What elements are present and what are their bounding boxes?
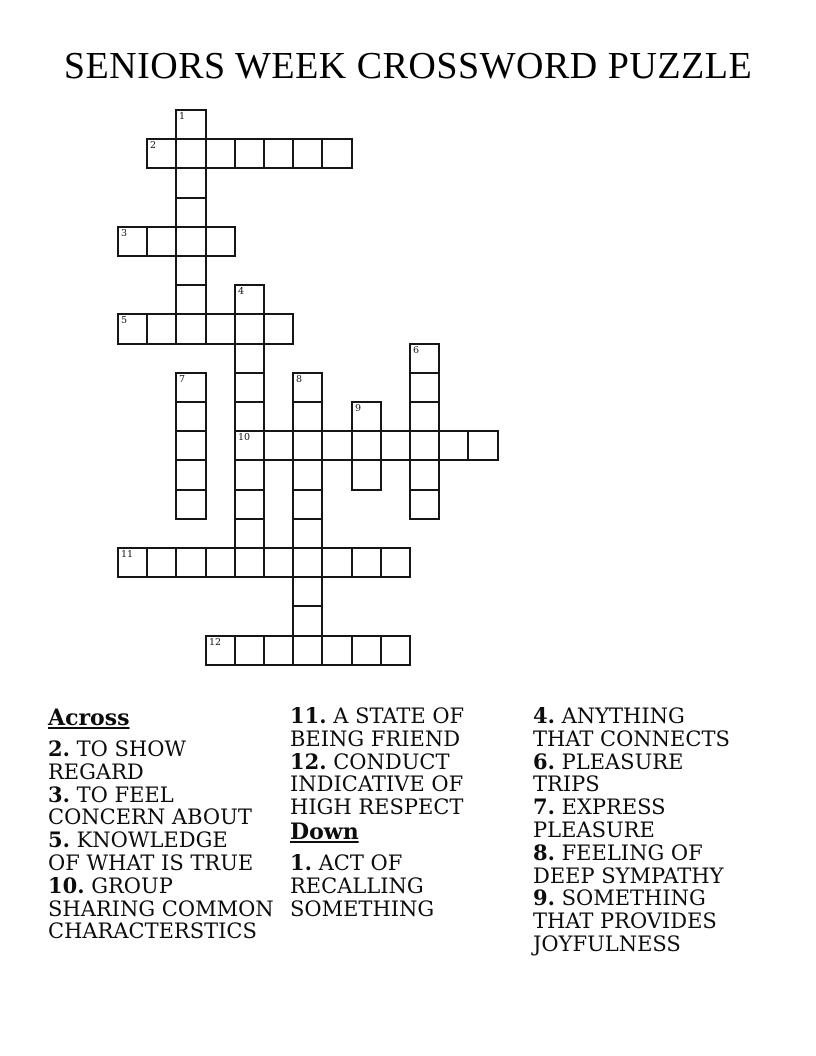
grid-cell[interactable] <box>234 284 265 315</box>
clue-number: 9. <box>533 885 555 911</box>
grid-cell[interactable] <box>292 401 323 432</box>
puzzle-title: SENIORS WEEK CROSSWORD PUZZLE <box>63 45 753 87</box>
cell-number: 10 <box>238 432 251 443</box>
grid-cell[interactable] <box>292 459 323 491</box>
grid-cell[interactable] <box>292 518 323 549</box>
cell-number: 2 <box>150 140 157 151</box>
grid-cell[interactable] <box>175 226 207 257</box>
grid-cell[interactable] <box>146 547 177 578</box>
grid-cell[interactable] <box>234 372 265 403</box>
clue-line: REGARD <box>48 759 144 784</box>
grid-cell[interactable] <box>409 343 440 374</box>
grid-cell[interactable] <box>438 430 469 461</box>
clue-number: 2. <box>48 736 70 761</box>
grid-cell[interactable] <box>292 635 323 666</box>
grid-cell[interactable] <box>205 313 236 345</box>
clue-4 <box>533 705 763 751</box>
grid-cell[interactable] <box>175 109 207 140</box>
clue-8 <box>533 839 763 888</box>
grid-cell[interactable] <box>175 430 207 461</box>
cell-number: 1 <box>179 111 186 122</box>
clue-line: 3. TO FEEL <box>48 781 174 807</box>
grid-cell[interactable] <box>234 430 265 461</box>
grid-cell[interactable] <box>146 226 177 257</box>
clue-line: TRIPS <box>533 772 600 797</box>
grid-cell[interactable] <box>409 372 440 403</box>
grid-cell[interactable] <box>146 313 177 345</box>
clue-line: 7. EXPRESS <box>533 794 666 820</box>
clue-number: 3. <box>48 781 70 807</box>
cell-number: 5 <box>121 315 128 326</box>
grid-cell[interactable] <box>351 459 382 491</box>
clue-line: CONCERN ABOUT <box>48 805 252 830</box>
clue-11 <box>290 705 528 751</box>
grid-cell[interactable] <box>380 635 411 666</box>
clue-line: 9. SOMETHING <box>533 885 706 911</box>
grid-cell[interactable] <box>234 518 265 549</box>
grid-cell[interactable] <box>380 430 411 461</box>
grid-cell[interactable] <box>467 430 499 461</box>
grid-cell[interactable] <box>234 459 265 491</box>
clues-column-3 <box>533 705 763 956</box>
grid-cell[interactable] <box>321 430 353 461</box>
clue-3 <box>48 781 288 830</box>
clue-line: 4. ANYTHING <box>533 703 685 728</box>
grid-cell[interactable] <box>263 430 294 461</box>
clue-number: 4. <box>533 703 555 728</box>
clue-line: 11. A STATE OF <box>290 703 465 728</box>
clue-line: JOYFULNESS <box>533 931 681 956</box>
grid-cell[interactable] <box>263 313 294 345</box>
clue-line: RECALLING <box>290 873 424 898</box>
cell-number: 3 <box>121 228 128 239</box>
clue-line: PLEASURE <box>533 817 655 842</box>
grid-cell[interactable] <box>409 430 440 461</box>
grid-cell[interactable] <box>205 226 236 257</box>
grid-cell[interactable] <box>175 197 207 228</box>
grid-cell[interactable] <box>175 284 207 315</box>
grid-cell[interactable] <box>321 138 353 169</box>
clue-line: SHARING COMMON <box>48 896 274 921</box>
clue-line: BEING FRIEND <box>290 726 461 751</box>
grid-cell[interactable] <box>292 138 323 169</box>
clue-number: 11. <box>290 703 327 728</box>
cell-number: 9 <box>355 403 362 414</box>
grid-cell[interactable] <box>292 489 323 520</box>
grid-cell[interactable] <box>292 430 323 461</box>
grid-cell[interactable] <box>175 138 207 169</box>
clue-1 <box>290 849 528 921</box>
clues-column-2 <box>290 705 528 920</box>
clue-line: DEEP SYMPATHY <box>533 863 724 888</box>
cell-number: 11 <box>121 549 134 560</box>
clue-number: 10. <box>48 872 85 898</box>
cell-number: 7 <box>179 374 186 385</box>
clue-line: THAT PROVIDES <box>533 909 717 934</box>
grid-cell[interactable] <box>234 547 265 578</box>
grid-cell[interactable] <box>263 138 294 169</box>
clue-line: 5. KNOWLEDGE <box>48 827 228 853</box>
grid-cell[interactable] <box>292 372 323 403</box>
cell-number: 12 <box>209 637 222 648</box>
grid-cell[interactable] <box>175 255 207 286</box>
clue-line: 6. PLEASURE <box>533 748 684 774</box>
grid-cell[interactable] <box>175 167 207 199</box>
clue-number: 5. <box>48 827 70 853</box>
cell-number: 4 <box>238 286 245 297</box>
grid-cell[interactable] <box>117 226 148 257</box>
grid-cell[interactable] <box>146 138 177 169</box>
grid-cell[interactable] <box>234 343 265 374</box>
grid-cell[interactable] <box>380 547 411 578</box>
grid-cell[interactable] <box>175 372 207 403</box>
clue-2 <box>48 738 288 784</box>
grid-cell[interactable] <box>292 547 323 578</box>
grid-cell[interactable] <box>175 547 207 578</box>
grid-cell[interactable] <box>205 635 236 666</box>
grid-cell[interactable] <box>409 489 440 520</box>
clue-line: OF WHAT IS TRUE <box>48 850 254 875</box>
clue-number: 8. <box>533 839 555 865</box>
grid-cell[interactable] <box>175 459 207 491</box>
clue-number: 1. <box>290 849 312 875</box>
clue-line: 2. TO SHOW <box>48 736 187 761</box>
grid-cell[interactable] <box>351 430 382 461</box>
grid-cell[interactable] <box>117 313 148 345</box>
grid-cell[interactable] <box>205 138 236 169</box>
clue-12 <box>290 748 528 820</box>
grid-cell[interactable] <box>175 401 207 432</box>
clue-6 <box>533 748 763 797</box>
grid-cell[interactable] <box>351 635 382 666</box>
clue-number: 7. <box>533 794 555 820</box>
down-heading: Down <box>290 818 359 845</box>
grid-cell[interactable] <box>351 401 382 432</box>
grid-cell[interactable] <box>409 459 440 491</box>
across-heading: Across <box>48 705 130 731</box>
clue-line: HIGH RESPECT <box>290 795 464 820</box>
clue-9 <box>533 887 763 955</box>
grid-cell[interactable] <box>409 401 440 432</box>
cell-number: 8 <box>296 374 303 385</box>
clue-line: INDICATIVE OF <box>290 772 464 797</box>
grid-cell[interactable] <box>117 547 148 578</box>
grid-cell[interactable] <box>234 401 265 432</box>
grid-cell[interactable] <box>292 576 323 607</box>
clue-line: 8. FEELING OF <box>533 839 703 865</box>
clue-line: 10. GROUP <box>48 872 173 898</box>
grid-cell[interactable] <box>175 313 207 345</box>
grid-cell[interactable] <box>263 635 294 666</box>
grid-cell[interactable] <box>234 313 265 345</box>
clue-line: CHARACTERSTICS <box>48 919 257 944</box>
clue-line: SOMETHING <box>290 896 435 921</box>
grid-cell[interactable] <box>175 489 207 520</box>
cell-number: 6 <box>413 345 420 356</box>
grid-cell[interactable] <box>234 489 265 520</box>
clue-7 <box>533 796 763 842</box>
grid-cell[interactable] <box>263 547 294 578</box>
clue-number: 12. <box>290 748 327 774</box>
clue-10 <box>48 872 288 944</box>
clues-column-1 <box>48 705 288 943</box>
grid-cell[interactable] <box>292 605 323 637</box>
clue-5 <box>48 829 288 875</box>
grid-cell[interactable] <box>321 635 353 666</box>
grid-cell[interactable] <box>351 547 382 578</box>
grid-cell[interactable] <box>234 138 265 169</box>
clue-line: 1. ACT OF <box>290 849 403 875</box>
clue-line: 12. CONDUCT <box>290 748 450 774</box>
grid-cell[interactable] <box>234 635 265 666</box>
clue-line: THAT CONNECTS <box>533 726 730 751</box>
grid-cell[interactable] <box>321 547 353 578</box>
clue-number: 6. <box>533 748 555 774</box>
grid-cell[interactable] <box>205 547 236 578</box>
